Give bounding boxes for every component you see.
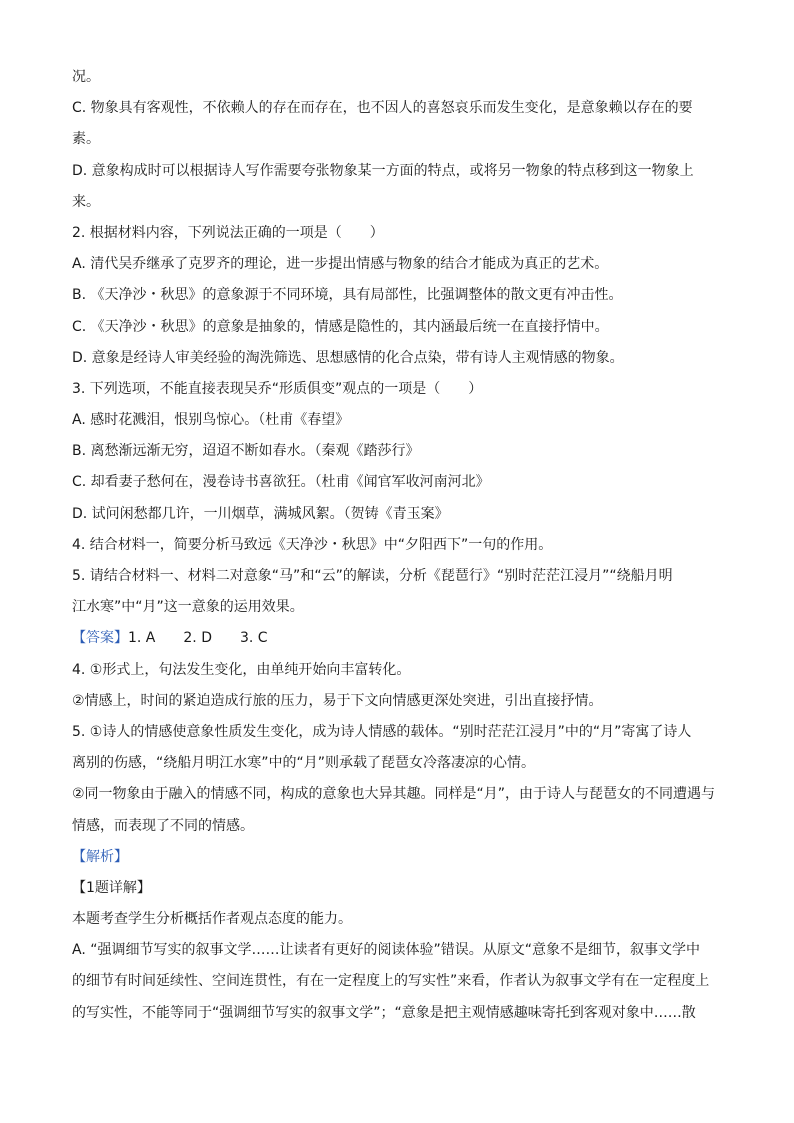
text-line: D. 意象是经诗人审美经验的淘洗筛选、思想感情的化合点染，带有诗人主观情感的物象。 — [72, 349, 624, 366]
text-line: 5. 请结合材料一、材料二对意象“马”和“云”的解读，分析《琵琶行》“别时茫茫江浸月”“绕船月明 — [72, 568, 673, 584]
text-line: 2. 根据材料内容，下列说法正确的一项是（ ） — [72, 224, 384, 241]
text-line: 情感，而表现了不同的情感。 — [72, 817, 254, 834]
document-page — [72, 62, 724, 1029]
answer-text: 1. A 2. D 3. C — [128, 630, 268, 647]
text-line: 3. 下列选项，不能直接表现吴乔“形质俱变”观点的一项是（ ） — [72, 380, 483, 397]
text-line: D. 意象构成时可以根据诗人写作需要夸张物象某一方面的特点，或将另一物象的特点移到这一物象上 — [72, 162, 694, 179]
text-line: 的写实性，不能等同于“强调细节写实的叙事文学”；“意象是把主观情感趣味寄托到客观对象中……散 — [72, 1004, 696, 1021]
text-line: 江水寒”中“月”这一意象的运用效果。 — [72, 599, 304, 616]
text-line: A. “强调细节写实的叙事文学……让读者有更好的阅读体验”错误。从原文“意象不是细节，叙事文学中 — [72, 942, 700, 959]
answer-label: 【答案】 — [72, 630, 128, 647]
text-line: A. 感时花溅泪，恨别鸟惊心。（杜甫《春望》 — [72, 412, 350, 429]
text-line: 5. ①诗人的情感使意象性质发生变化，成为诗人情感的载体。“别时茫茫江浸月”中的“月”寄寓了诗人 — [72, 723, 692, 740]
text-line: C. 《天净沙・秋思》的意象是抽象的，情感是隐性的，其内涵最后统一在直接抒情中。 — [72, 318, 609, 335]
text-line: 【1题详解】 — [72, 879, 151, 896]
text-line: 况。 — [72, 69, 100, 85]
analysis-label: 【解析】 — [72, 848, 128, 865]
text-line: 离别的伤感，“绕船月明江水寒”中的“月”则承载了琵琶女冷落凄凉的心情。 — [72, 755, 536, 772]
text-line: ②情感上，时间的紧迫造成行旅的压力，易于下文向情感更深处突进，引出直接抒情。 — [72, 692, 603, 709]
text-line: B. 《天净沙・秋思》的意象源于不同环境，具有局部性，比强调整体的散文更有冲击性。 — [72, 287, 623, 304]
text-line: A. 清代吴乔继承了克罗齐的理论，进一步提出情感与物象的结合才能成为真正的艺术。 — [72, 256, 609, 273]
text-line: 4. 结合材料一，简要分析马致远《天净沙・秋思》中“夕阳西下”一句的作用。 — [72, 536, 553, 553]
text-line: 素。 — [72, 131, 100, 148]
text-line: 4. ①形式上，句法发生变化，由单纯开始向丰富转化。 — [72, 661, 411, 678]
answer-line — [72, 623, 724, 654]
text-line: 本题考查学生分析概括作者观点态度的能力。 — [72, 911, 352, 928]
text-line: ②同一物象由于融入的情感不同，构成的意象也大异其趣。同样是“月”，由于诗人与琵琶女的不同遭遇与 — [72, 786, 716, 803]
text-line: 来。 — [72, 193, 100, 210]
text-line: D. 试问闲愁都几许，一川烟草，满城风絮。（贺铸《青玉案》 — [72, 505, 449, 522]
text-line: C. 物象具有客观性，不依赖人的存在而存在，也不因人的喜怒哀乐而发生变化，是意象赖以存在的要 — [72, 100, 693, 117]
text-line: C. 却看妻子愁何在，漫卷诗书喜欲狂。（杜甫《闻官军收河南河北》 — [72, 474, 490, 491]
text-line: B. 离愁渐远渐无穷，迢迢不断如春水。（秦观《踏莎行》 — [72, 443, 420, 460]
text-line: 的细节有时间延续性、空间连贯性，有在一定程度上的写实性”来看，作者认为叙事文学有在一定程度上 — [72, 973, 710, 990]
